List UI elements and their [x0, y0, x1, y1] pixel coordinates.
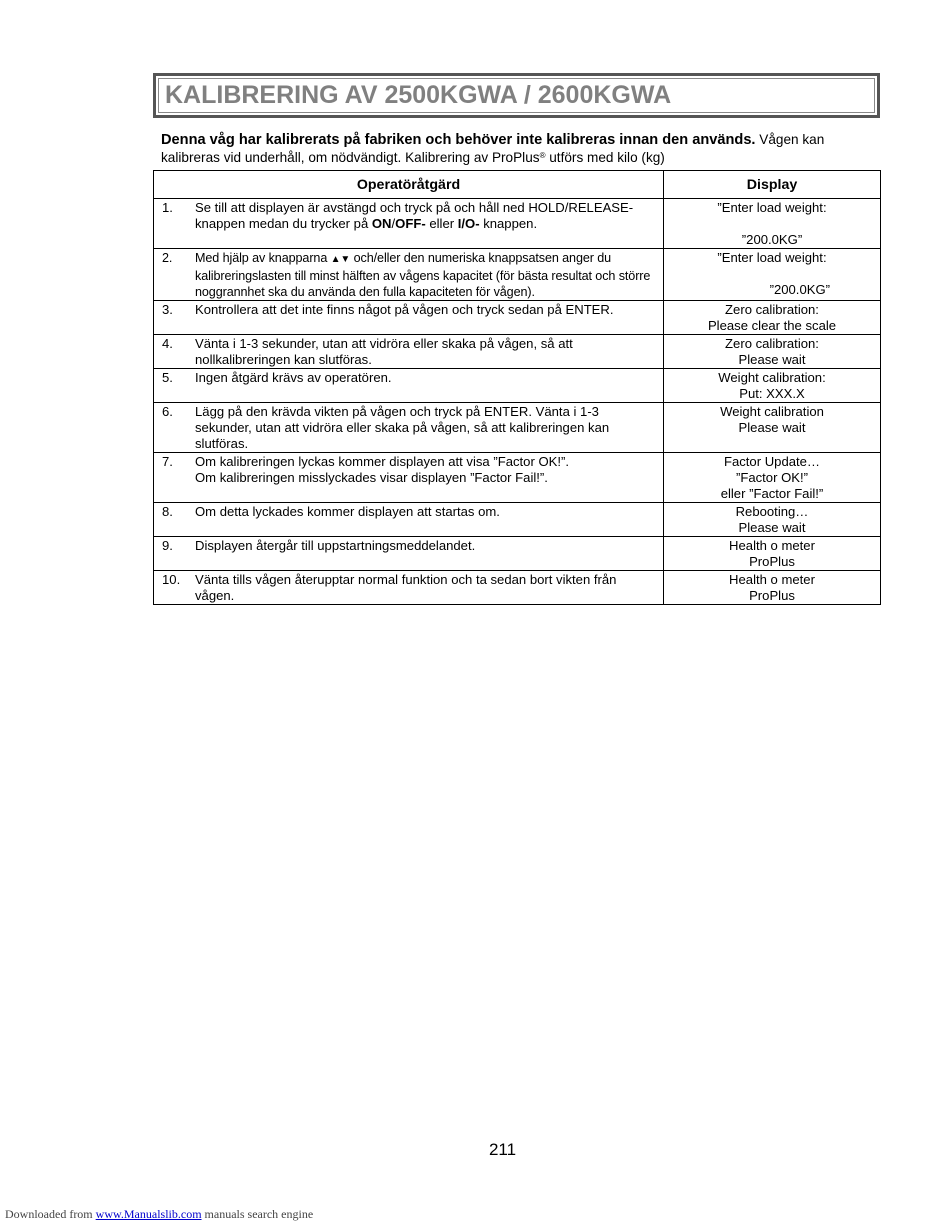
table-row	[154, 301, 881, 335]
title-box	[153, 73, 880, 118]
action-text: Se till att displayen är avstängd och tryck på och håll ned HOLD/RELEASE-knappen medan du trycker på	[195, 200, 634, 231]
display-line: ”Enter load weight:	[717, 250, 827, 265]
intro-paragraph	[161, 131, 881, 166]
registered-mark: ®	[539, 151, 546, 160]
step-number: 7.	[162, 454, 173, 469]
display-cell	[664, 369, 881, 403]
display-line: ProPlus	[749, 554, 795, 569]
step-number: 2.	[162, 251, 173, 265]
display-cell	[664, 571, 881, 605]
action-text: Displayen återgår till uppstartningsmeddelandet.	[195, 538, 476, 553]
display-line: ”Enter load weight:	[717, 200, 827, 215]
table-row	[154, 403, 881, 453]
display-cell	[664, 503, 881, 537]
step-number: 4.	[162, 336, 173, 351]
footer-suffix: manuals search engine	[201, 1207, 314, 1221]
display-line: Please wait	[738, 352, 806, 367]
action-cell	[154, 369, 664, 403]
action-text: Vänta tills vågen återupptar normal funktion och ta sedan bort vikten från vågen.	[195, 572, 617, 603]
action-text: Lägg på den krävda vikten på vågen och tryck på ENTER. Vänta i 1-3 sekunder, utan att vidröra eller skaka på vågen, så att kalibreringen kan slutföras.	[195, 404, 610, 451]
action-text: och/eller den numeriska knappsatsen anger du kalibreringslasten till minst hälften av vågens kapacitet (för bästa resultat och större noggrannhet ska du använda den fulla kapaciteten för vågen).	[195, 251, 651, 299]
action-cell	[154, 249, 664, 301]
table-row	[154, 453, 881, 503]
action-cell	[154, 503, 664, 537]
display-cell	[664, 453, 881, 503]
title-frame	[158, 78, 875, 113]
display-line: Rebooting…	[735, 504, 809, 519]
action-text: eller	[425, 216, 458, 231]
step-number: 8.	[162, 504, 173, 519]
display-line: Weight calibration	[720, 404, 824, 419]
action-text: Ingen åtgärd krävs av operatören.	[195, 370, 392, 385]
calibration-table	[153, 170, 881, 605]
action-text: Om kalibreringen lyckas kommer displayen att visa ”Factor OK!”.	[195, 454, 570, 469]
display-line: ”200.0KG”	[769, 282, 830, 297]
action-key-off: OFF-	[395, 216, 426, 231]
display-line: Weight calibration:	[718, 370, 826, 385]
display-line: ”200.0KG”	[741, 232, 803, 247]
page-title: KALIBRERING AV 2500KGWA / 2600KGWA	[165, 81, 672, 109]
action-cell	[154, 571, 664, 605]
step-number: 5.	[162, 370, 173, 385]
display-line: Please clear the scale	[707, 318, 837, 333]
footer	[5, 1207, 313, 1222]
display-line: Health o meter	[729, 538, 815, 553]
table-row	[154, 571, 881, 605]
step-number: 10.	[162, 572, 181, 587]
action-cell	[154, 199, 664, 249]
action-cell	[154, 453, 664, 503]
action-text: Om kalibreringen misslyckades visar displayen ”Factor Fail!”.	[195, 470, 548, 485]
display-line: ”Factor OK!”	[735, 470, 809, 485]
table-row	[154, 335, 881, 369]
table-row	[154, 537, 881, 571]
table-row	[154, 199, 881, 249]
display-cell	[664, 403, 881, 453]
action-text: Vänta i 1-3 sekunder, utan att vidröra eller skaka på vågen, så att nollkalibreringen kan slutföras.	[195, 336, 573, 367]
header-action: Operatöråtgärd	[154, 171, 664, 199]
display-line: Health o meter	[729, 572, 815, 587]
action-text: Om detta lyckades kommer displayen att startas om.	[195, 504, 500, 519]
action-cell	[154, 335, 664, 369]
action-cell	[154, 403, 664, 453]
manualslib-link[interactable]: www.Manualslib.com	[95, 1207, 202, 1221]
display-line: Zero calibration:	[725, 302, 819, 317]
intro-text-b: utförs med kilo (kg)	[545, 150, 665, 165]
display-cell	[664, 249, 881, 301]
up-down-arrow-icon: ▲▼	[330, 254, 351, 265]
step-number: 6.	[162, 404, 173, 419]
display-cell	[664, 335, 881, 369]
action-key-io: I/O-	[457, 216, 480, 231]
action-text: /	[391, 216, 396, 231]
step-number: 1.	[162, 200, 173, 215]
page-number: 211	[488, 1140, 517, 1159]
intro-lead: Denna våg har kalibrerats på fabriken och behöver inte kalibreras innan den används.	[161, 132, 756, 148]
action-key-on: ON	[371, 216, 392, 231]
intro-text-a: Vågen kan kalibreras vid underhåll, om nödvändigt. Kalibrering av ProPlus	[161, 132, 825, 165]
table-row	[154, 369, 881, 403]
action-text: Med hjälp av knapparna	[195, 251, 331, 265]
display-line: eller ”Factor Fail!”	[720, 486, 824, 501]
action-text: knappen.	[479, 216, 538, 231]
display-line: Zero calibration:	[725, 336, 819, 351]
display-line: Please wait	[738, 520, 806, 535]
action-text: Kontrollera att det inte finns något på vågen och tryck sedan på ENTER.	[195, 302, 614, 317]
display-line: Please wait	[738, 420, 806, 435]
step-number: 9.	[162, 538, 173, 553]
display-cell	[664, 537, 881, 571]
table-row	[154, 249, 881, 301]
header-display: Display	[664, 171, 881, 199]
table-header-row	[154, 171, 881, 199]
display-line: Factor Update…	[723, 454, 821, 469]
action-cell	[154, 301, 664, 335]
step-number: 3.	[162, 302, 173, 317]
display-cell	[664, 301, 881, 335]
footer-prefix: Downloaded from	[5, 1207, 96, 1221]
display-cell	[664, 199, 881, 249]
display-line: Put: XXX.X	[739, 386, 805, 401]
table-row	[154, 503, 881, 537]
action-cell	[154, 537, 664, 571]
display-line: ProPlus	[749, 588, 795, 603]
